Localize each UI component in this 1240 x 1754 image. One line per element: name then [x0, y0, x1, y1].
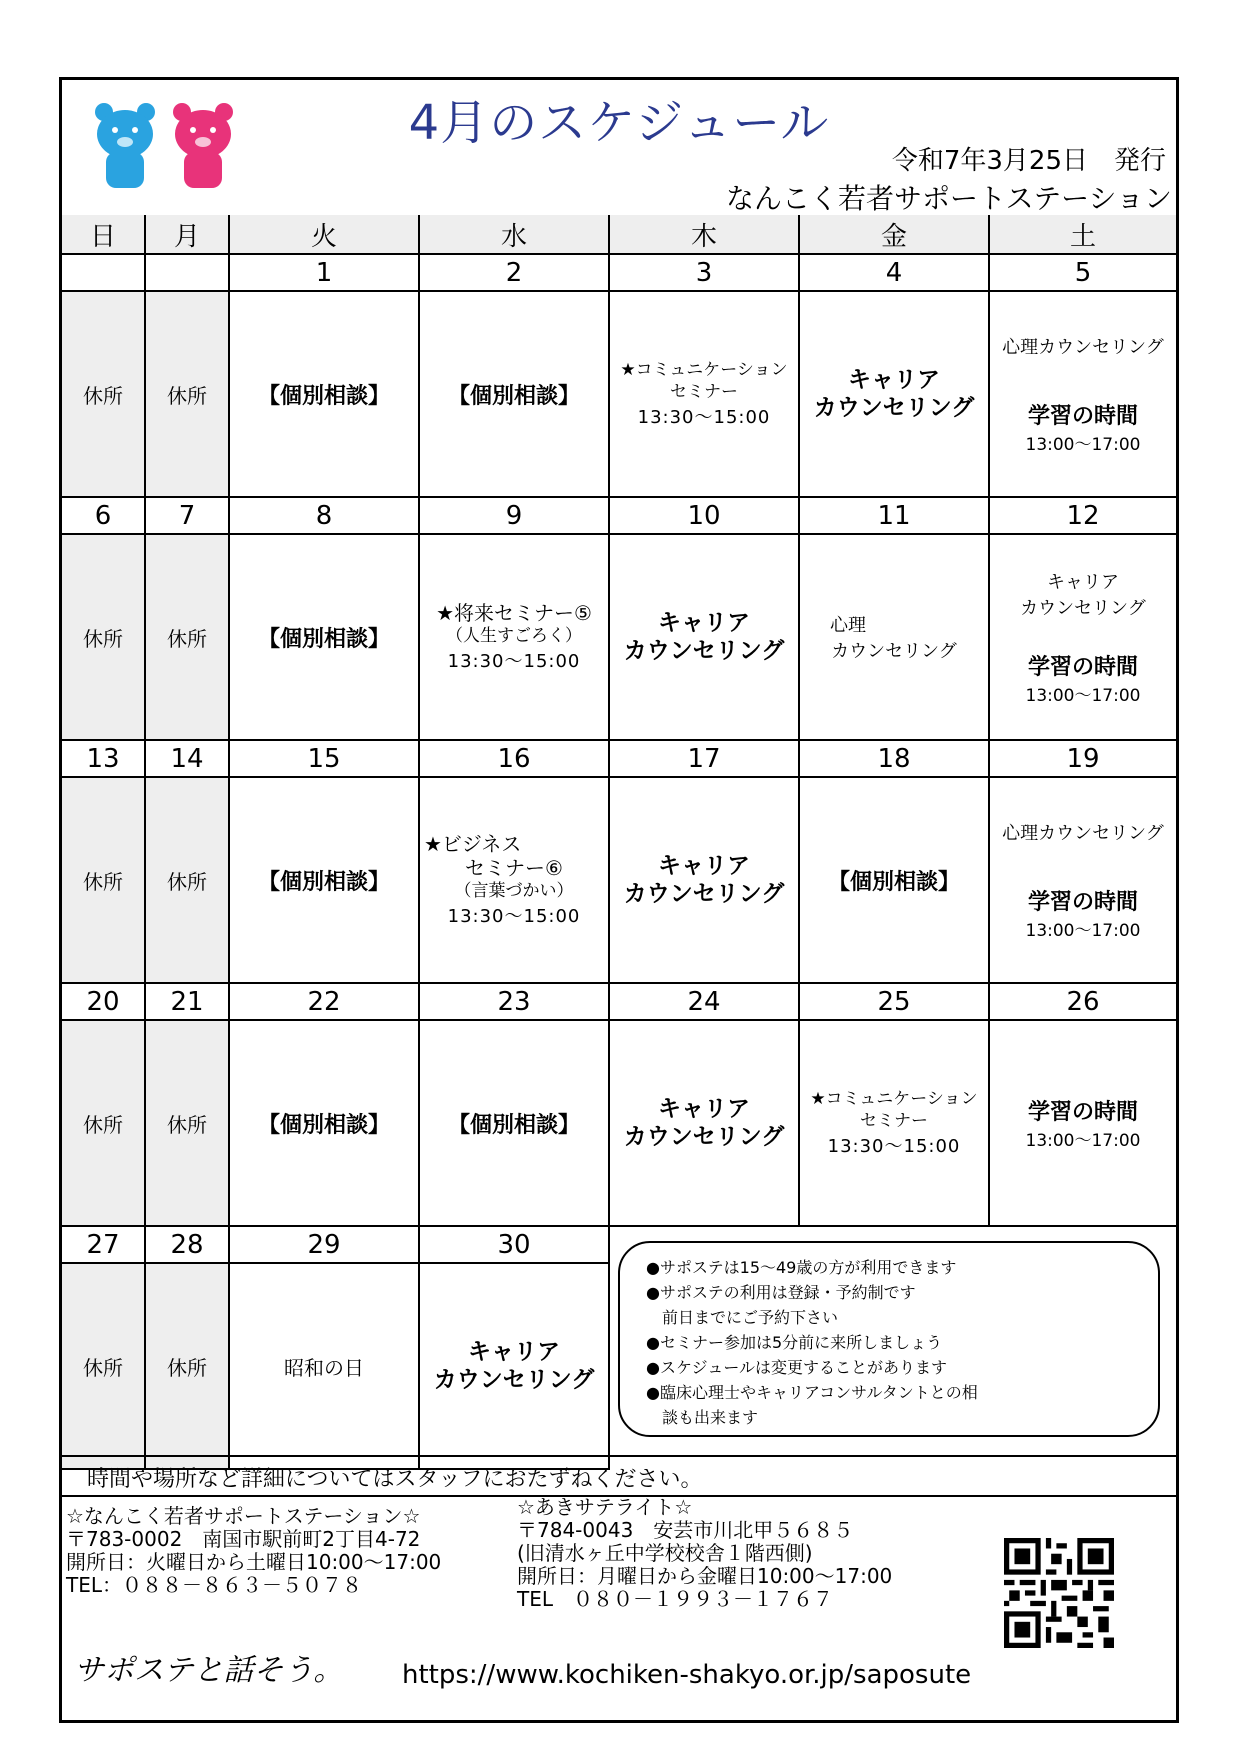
qr-code-icon[interactable]: [1004, 1538, 1114, 1648]
individual-consult-label: 【個別相談】: [257, 869, 390, 895]
day-cell: [62, 291, 145, 497]
satellite-name: ☆あきサテライト☆: [517, 1495, 693, 1519]
seminar-time: 13:30～15:00: [447, 651, 581, 672]
date-number: 22: [229, 983, 419, 1020]
study-time-hours: 13:00～17:00: [1025, 435, 1141, 455]
day-cell: [229, 1020, 419, 1226]
day-cell: [145, 291, 229, 497]
day-cell: [145, 777, 229, 983]
date-number: 5: [989, 254, 1176, 291]
closed-label: 休所: [83, 1112, 123, 1137]
satellite-hours: 開所日：月曜日から金曜日10:00～17:00: [517, 1564, 893, 1588]
psych-label: 心理: [830, 615, 866, 636]
closed-label: 休所: [83, 1355, 123, 1380]
day-cell: [609, 534, 799, 740]
handwritten-slogan: サポステと話そう。: [74, 1653, 344, 1688]
holiday-label: 昭和の日: [284, 1355, 364, 1380]
study-time-label: 学習の時間: [1027, 1100, 1138, 1125]
day-cell: [609, 777, 799, 983]
office-hours: 開所日：火曜日から土曜日10:00～17:00: [66, 1550, 442, 1574]
note-item: 談も出来ます: [646, 1408, 759, 1427]
career-label: キャリア: [658, 853, 750, 879]
weekday-fri: 金: [799, 215, 989, 254]
individual-consult-label: 【個別相談】: [257, 626, 390, 652]
study-time-hours: 13:00～17:00: [1025, 1131, 1141, 1151]
day-cell: [419, 534, 609, 740]
counseling-label: カウンセリング: [831, 641, 957, 662]
date-number: 10: [609, 497, 799, 534]
date-number: 9: [419, 497, 609, 534]
day-cell: [799, 777, 989, 983]
main-office-contact: [66, 1505, 441, 1597]
day-cell: [419, 1263, 609, 1469]
day-cell: [799, 534, 989, 740]
seminar-subtitle: （人生すごろく）: [446, 626, 582, 646]
counseling-label: カウンセリング: [623, 881, 785, 907]
satellite-contact: [517, 1496, 892, 1611]
weekday-tue: 火: [229, 215, 419, 254]
date-number: 15: [229, 740, 419, 777]
psych-counseling-label: 心理カウンセリング: [1002, 337, 1164, 358]
study-time-hours: 13:00～17:00: [1025, 921, 1141, 941]
date-number: 7: [145, 497, 229, 534]
seminar-subtitle: セミナー: [670, 382, 738, 402]
note-item: ●セミナー参加は5分前に来所しましょう: [646, 1333, 943, 1352]
date-number: 28: [145, 1226, 229, 1263]
date-number: 26: [989, 983, 1176, 1020]
office-address: 〒783-0002 南国市駅前町2丁目4-72: [66, 1527, 421, 1551]
date-number: 6: [62, 497, 145, 534]
day-cell: [799, 1020, 989, 1226]
individual-consult-label: 【個別相談】: [447, 1112, 580, 1138]
closed-label: 休所: [83, 869, 123, 894]
weekday-wed: 水: [419, 215, 609, 254]
note-item: ●サポステの利用は登録・予約制です: [646, 1283, 916, 1302]
weekday-mon: 月: [145, 215, 229, 254]
individual-consult-label: 【個別相談】: [257, 1112, 390, 1138]
satellite-address: 〒784-0043 安芸市川北甲５６８５: [517, 1518, 854, 1542]
date-number: 4: [799, 254, 989, 291]
career-label: キャリア: [468, 1339, 560, 1365]
week-3-date-row: [62, 740, 1176, 777]
seminar-title: ★将来セミナー⑤: [436, 601, 592, 625]
day-cell: [62, 534, 145, 740]
organization-name: なんこく若者サポートステーション: [725, 182, 1172, 215]
date-number: 16: [419, 740, 609, 777]
counseling-label: カウンセリング: [623, 638, 785, 664]
date-number: 25: [799, 983, 989, 1020]
schedule-sheet: [59, 77, 1179, 1723]
website-link[interactable]: https://www.kochiken-shakyo.or.jp/saposute: [402, 1660, 972, 1690]
week-1-content-row: [62, 291, 1176, 497]
date-number: 24: [609, 983, 799, 1020]
day-cell: [145, 534, 229, 740]
day-cell: [229, 1263, 419, 1469]
closed-label: 休所: [167, 626, 207, 651]
day-cell: [419, 1020, 609, 1226]
individual-consult-label: 【個別相談】: [827, 869, 960, 895]
date-number: 27: [62, 1226, 145, 1263]
issue-date: 令和7年3月25日 発行: [891, 146, 1166, 176]
staff-notice: 時間や場所など詳細についてはスタッフにおたずねください。: [87, 1467, 703, 1492]
day-cell: [609, 291, 799, 497]
seminar-time: 13:30～15:00: [447, 906, 581, 927]
note-item: ●臨床心理士やキャリアコンサルタントとの相: [646, 1383, 978, 1402]
seminar-subtitle: セミナー: [860, 1111, 928, 1131]
day-cell: [989, 534, 1176, 740]
date-number: 14: [145, 740, 229, 777]
date-number: 3: [609, 254, 799, 291]
date-number: [145, 254, 229, 291]
closed-label: 休所: [83, 383, 123, 408]
date-number: 23: [419, 983, 609, 1020]
date-number: 21: [145, 983, 229, 1020]
week-4-content-row: [62, 1020, 1176, 1226]
day-cell: [419, 291, 609, 497]
date-number: 20: [62, 983, 145, 1020]
counseling-label: カウンセリング: [1020, 598, 1146, 619]
counseling-label: カウンセリング: [813, 395, 975, 421]
day-cell: [145, 1020, 229, 1226]
closed-label: 休所: [167, 869, 207, 894]
day-cell: [62, 777, 145, 983]
office-name: ☆なんこく若者サポートステーション☆: [66, 1504, 421, 1528]
weekday-thu: 木: [609, 215, 799, 254]
week-3-content-row: [62, 777, 1176, 983]
date-number: 18: [799, 740, 989, 777]
day-cell: [229, 291, 419, 497]
week-2-content-row: [62, 534, 1176, 740]
date-number: 13: [62, 740, 145, 777]
sheet-header: [62, 80, 1176, 217]
calendar-table: [62, 215, 1176, 1470]
satellite-address-note: (旧清水ヶ丘中学校校舎１階西側): [517, 1541, 813, 1565]
date-number: 19: [989, 740, 1176, 777]
individual-consult-label: 【個別相談】: [257, 383, 390, 409]
date-number: 12: [989, 497, 1176, 534]
week-5-date-row: [62, 1226, 1176, 1263]
closed-label: 休所: [167, 1112, 207, 1137]
day-cell: [989, 291, 1176, 497]
page-title: 4月のスケジュール: [408, 95, 830, 151]
day-cell: [989, 1020, 1176, 1226]
career-label: キャリア: [1047, 572, 1119, 593]
day-cell: [609, 1020, 799, 1226]
day-cell: [229, 777, 419, 983]
date-number: 2: [419, 254, 609, 291]
study-time-label: 学習の時間: [1027, 890, 1138, 915]
date-number: 11: [799, 497, 989, 534]
week-4-date-row: [62, 983, 1176, 1020]
note-item: ●スケジュールは変更することがあります: [646, 1358, 948, 1377]
closed-label: 休所: [83, 626, 123, 651]
note-item: ●サポステは15～49歳の方が利用できます: [646, 1258, 957, 1277]
staff-notice-bar: [62, 1455, 1176, 1497]
day-cell: [419, 777, 609, 983]
career-label: キャリア: [848, 367, 940, 393]
week-2-date-row: [62, 497, 1176, 534]
weekday-sun: 日: [62, 215, 145, 254]
notes-cell: [609, 1226, 1176, 1469]
seminar-title: ★ビジネス: [424, 832, 522, 856]
weekday-header-row: [62, 215, 1176, 254]
week-1-date-row: [62, 254, 1176, 291]
seminar-topic: （言葉づかい）: [454, 881, 574, 901]
day-cell: [989, 777, 1176, 983]
notes-box: [618, 1241, 1160, 1437]
date-number: [62, 254, 145, 291]
study-time-label: 学習の時間: [1027, 655, 1138, 680]
date-number: 30: [419, 1226, 609, 1263]
note-item: 前日までにご予約下さい: [646, 1308, 839, 1327]
day-cell: [62, 1020, 145, 1226]
day-cell: [229, 534, 419, 740]
seminar-title: ★コミュニケーション: [810, 1089, 978, 1109]
day-cell: [62, 1263, 145, 1469]
seminar-subtitle: セミナー⑥: [465, 856, 563, 880]
counseling-label: カウンセリング: [433, 1367, 595, 1393]
date-number: 17: [609, 740, 799, 777]
individual-consult-label: 【個別相談】: [447, 383, 580, 409]
seminar-time: 13:30～15:00: [637, 407, 771, 428]
study-time-label: 学習の時間: [1027, 404, 1138, 429]
satellite-phone: TEL ０８０－１９９３－１７６７: [517, 1587, 833, 1611]
seminar-title: ★コミュニケーション: [620, 360, 788, 380]
counseling-label: カウンセリング: [623, 1124, 785, 1150]
date-number: 8: [229, 497, 419, 534]
date-number: 1: [229, 254, 419, 291]
day-cell: [799, 291, 989, 497]
weekday-sat: 土: [989, 215, 1176, 254]
closed-label: 休所: [167, 1355, 207, 1380]
psych-counseling-label: 心理カウンセリング: [1002, 823, 1164, 844]
career-label: キャリア: [658, 1096, 750, 1122]
day-cell: [145, 1263, 229, 1469]
career-label: キャリア: [658, 610, 750, 636]
study-time-hours: 13:00～17:00: [1025, 686, 1141, 706]
closed-label: 休所: [167, 383, 207, 408]
office-phone: TEL：０８８－８６３－５０７８: [66, 1573, 362, 1597]
seminar-time: 13:30～15:00: [827, 1136, 961, 1157]
date-number: 29: [229, 1226, 419, 1263]
